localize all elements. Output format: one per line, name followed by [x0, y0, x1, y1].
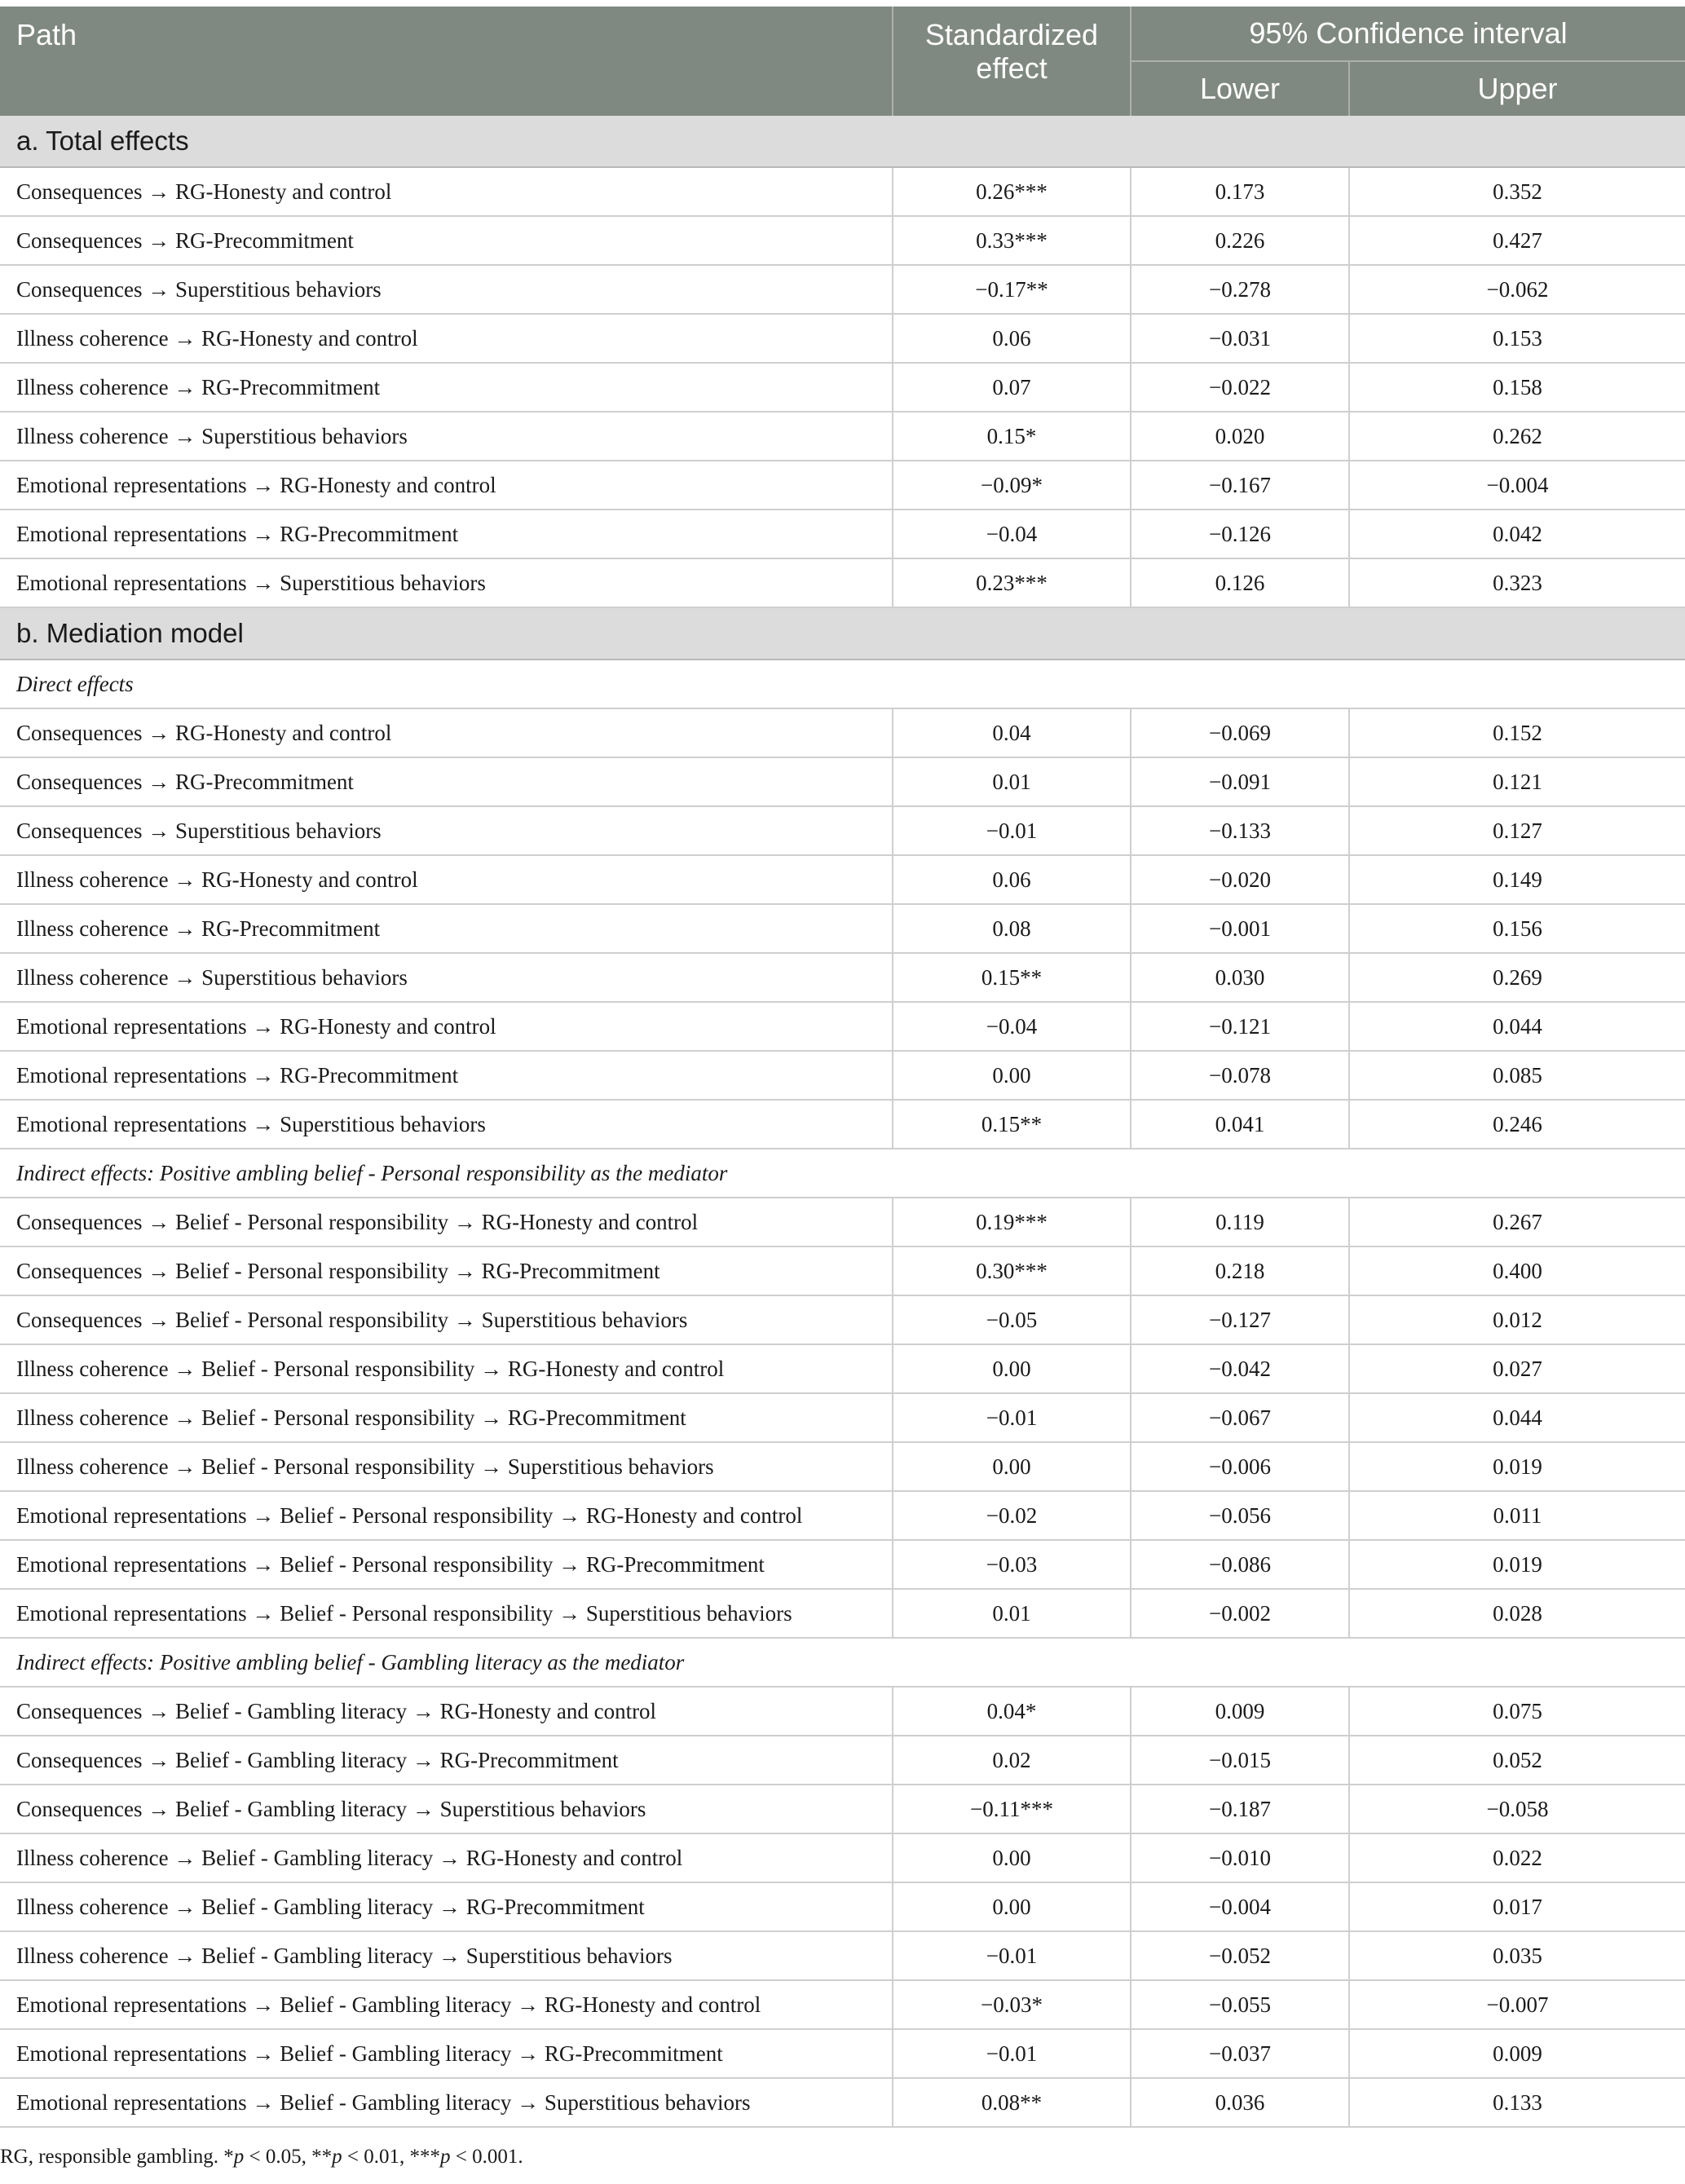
ci-upper-cell: 0.009: [1493, 2041, 1542, 2066]
ci-lower-cell: −0.004: [1131, 1883, 1350, 1930]
path-cell: Consequences → RG-Honesty and control: [0, 709, 893, 757]
ci-upper-cell: 0.035: [1493, 1943, 1542, 1968]
effect-cell: −0.01: [893, 1932, 1131, 1979]
table-row: [0, 266, 1685, 315]
path-cell: Illness coherence → Belief - Personal responsibility → Superstitious behaviors: [0, 1443, 893, 1490]
table-row: [0, 1003, 1685, 1052]
path-cell: Consequences → Superstitious behaviors: [0, 807, 893, 854]
table-row: [0, 2079, 1685, 2128]
effect-cell: −0.09*: [893, 461, 1131, 509]
effect-cell: −0.01: [893, 2030, 1131, 2077]
subheading-row: [0, 660, 1685, 709]
path-cell: Emotional representations → Belief - Gambling literacy → Superstitious behaviors: [0, 2079, 893, 2126]
ci-upper-cell: 0.022: [1493, 1845, 1542, 1870]
table-row: [0, 1932, 1685, 1981]
ci-upper-cell: 0.152: [1493, 720, 1542, 745]
effect-cell: 0.02: [893, 1736, 1131, 1784]
path-cell: Illness coherence → RG-Precommitment: [0, 364, 893, 411]
ci-lower-cell: 0.036: [1131, 2079, 1350, 2126]
ci-lower-cell: −0.091: [1131, 758, 1350, 805]
ci-upper-cell: 0.400: [1493, 1258, 1542, 1283]
header-confidence-interval: 95% Confidence interval: [1131, 7, 1685, 62]
ci-lower-cell: −0.126: [1131, 510, 1350, 558]
effect-cell: 0.06: [893, 856, 1131, 903]
effect-cell: 0.15**: [893, 954, 1131, 1001]
subheading-label: Indirect effects: Positive ambling belief - Personal responsibility as the mediator: [16, 1160, 728, 1185]
table-row: [0, 1785, 1685, 1834]
ci-lower-cell: −0.010: [1131, 1834, 1350, 1882]
path-cell: Consequences → Belief - Personal responsibility → RG-Honesty and control: [0, 1198, 893, 1246]
effect-cell: 0.15**: [893, 1101, 1131, 1148]
effect-cell: 0.00: [893, 1883, 1131, 1930]
ci-lower-cell: −0.042: [1131, 1345, 1350, 1392]
table-row: [0, 1198, 1685, 1247]
effect-cell: −0.05: [893, 1296, 1131, 1343]
ci-lower-cell: −0.001: [1131, 905, 1350, 952]
path-cell: Consequences → RG-Precommitment: [0, 758, 893, 805]
header-path: Path: [0, 7, 893, 116]
path-cell: Illness coherence → Belief - Gambling literacy → RG-Honesty and control: [0, 1834, 893, 1882]
ci-lower-cell: −0.052: [1131, 1932, 1350, 1979]
table-row: [0, 1345, 1685, 1394]
ci-upper-cell: −0.007: [1486, 1992, 1549, 2017]
ci-lower-cell: 0.226: [1131, 217, 1350, 264]
table-row: [0, 413, 1685, 461]
effect-cell: 0.01: [893, 1590, 1131, 1637]
ci-upper-cell: −0.004: [1486, 472, 1549, 497]
path-cell: Consequences → RG-Honesty and control: [0, 168, 893, 215]
effect-cell: −0.11***: [893, 1785, 1131, 1833]
subheading-label: Direct effects: [16, 671, 134, 696]
ci-lower-cell: −0.278: [1131, 266, 1350, 313]
header-standardized-effect: Standardized effect: [893, 7, 1131, 116]
ci-lower-cell: −0.055: [1131, 1981, 1350, 2028]
ci-lower-cell: −0.121: [1131, 1003, 1350, 1050]
ci-upper-cell: 0.019: [1493, 1454, 1542, 1479]
path-cell: Illness coherence → RG-Precommitment: [0, 905, 893, 952]
effect-cell: −0.17**: [893, 266, 1131, 313]
effect-cell: 0.04*: [893, 1688, 1131, 1735]
path-cell: Illness coherence → Superstitious behaviors: [0, 413, 893, 460]
table-row: [0, 1541, 1685, 1590]
path-cell: Illness coherence → Belief - Gambling literacy → RG-Precommitment: [0, 1883, 893, 1930]
effect-cell: 0.23***: [893, 559, 1131, 607]
table-row: [0, 168, 1685, 217]
ci-lower-cell: 0.009: [1131, 1688, 1350, 1735]
effect-cell: 0.08: [893, 905, 1131, 952]
table-row: [0, 954, 1685, 1003]
ci-upper-cell: 0.133: [1493, 2089, 1542, 2115]
table-row: [0, 1688, 1685, 1736]
ci-upper-cell: 0.075: [1493, 1698, 1542, 1723]
header-upper: Upper: [1477, 72, 1558, 105]
effect-cell: 0.08**: [893, 2079, 1131, 2126]
ci-lower-cell: 0.126: [1131, 559, 1350, 607]
path-cell: Consequences → Superstitious behaviors: [0, 266, 893, 313]
ci-lower-cell: −0.037: [1131, 2030, 1350, 2077]
ci-lower-cell: −0.127: [1131, 1296, 1350, 1343]
path-cell: Emotional representations → Belief - Gambling literacy → RG-Precommitment: [0, 2030, 893, 2077]
ci-lower-cell: −0.133: [1131, 807, 1350, 854]
ci-upper-cell: 0.427: [1493, 227, 1542, 253]
ci-upper-cell: 0.011: [1493, 1502, 1542, 1528]
path-cell: Emotional representations → Belief - Personal responsibility → RG-Precommitment: [0, 1541, 893, 1588]
path-cell: Illness coherence → Belief - Gambling literacy → Superstitious behaviors: [0, 1932, 893, 1979]
ci-upper-cell: 0.267: [1493, 1209, 1542, 1234]
ci-upper-cell: 0.158: [1493, 374, 1542, 399]
ci-upper-cell: −0.058: [1486, 1796, 1549, 1821]
ci-lower-cell: 0.030: [1131, 954, 1350, 1001]
section-header: [0, 116, 1685, 168]
ci-upper-cell: 0.269: [1493, 964, 1542, 990]
ci-lower-cell: 0.119: [1131, 1198, 1350, 1246]
path-cell: Emotional representations → Belief - Personal responsibility → RG-Honesty and control: [0, 1492, 893, 1539]
path-cell: Emotional representations → RG-Precommitment: [0, 1052, 893, 1099]
ci-upper-cell: 0.044: [1493, 1013, 1542, 1039]
table-row: [0, 461, 1685, 510]
ci-upper-cell: 0.246: [1493, 1111, 1542, 1136]
ci-lower-cell: 0.020: [1131, 413, 1350, 460]
table-row: [0, 1443, 1685, 1492]
table-row: [0, 1883, 1685, 1932]
path-cell: Consequences → Belief - Personal responsibility → RG-Precommitment: [0, 1247, 893, 1295]
path-cell: Illness coherence → Superstitious behaviors: [0, 954, 893, 1001]
ci-upper-cell: 0.149: [1493, 867, 1542, 892]
table-row: [0, 709, 1685, 758]
ci-upper-cell: 0.044: [1493, 1405, 1542, 1430]
ci-lower-cell: −0.078: [1131, 1052, 1350, 1099]
table-row: [0, 364, 1685, 413]
ci-upper-cell: 0.127: [1493, 818, 1542, 843]
header-lower: Lower: [1131, 62, 1350, 116]
section-label: b. Mediation model: [16, 618, 244, 648]
ci-lower-cell: −0.067: [1131, 1394, 1350, 1441]
ci-lower-cell: −0.015: [1131, 1736, 1350, 1784]
table-row: [0, 217, 1685, 266]
table-row: [0, 510, 1685, 559]
ci-lower-cell: 0.218: [1131, 1247, 1350, 1295]
effect-cell: 0.04: [893, 709, 1131, 757]
path-cell: Consequences → Belief - Gambling literacy → RG-Precommitment: [0, 1736, 893, 1784]
table-row: [0, 758, 1685, 807]
effect-cell: 0.19***: [893, 1198, 1131, 1246]
ci-lower-cell: −0.002: [1131, 1590, 1350, 1637]
effect-cell: −0.04: [893, 1003, 1131, 1050]
ci-lower-cell: −0.006: [1131, 1443, 1350, 1490]
ci-upper-cell: −0.062: [1486, 276, 1549, 302]
section-label: a. Total effects: [16, 126, 189, 156]
path-cell: Emotional representations → RG-Precommitment: [0, 510, 893, 558]
table-row: [0, 905, 1685, 954]
ci-lower-cell: −0.086: [1131, 1541, 1350, 1588]
path-cell: Emotional representations → Belief - Gambling literacy → RG-Honesty and control: [0, 1981, 893, 2028]
ci-upper-cell: 0.121: [1493, 769, 1542, 794]
effect-cell: 0.00: [893, 1345, 1131, 1392]
effect-cell: 0.00: [893, 1834, 1131, 1882]
table-row: [0, 1101, 1685, 1149]
path-cell: Illness coherence → Belief - Personal responsibility → RG-Honesty and control: [0, 1345, 893, 1392]
path-cell: Emotional representations → Superstitious behaviors: [0, 1101, 893, 1148]
ci-upper-cell: 0.262: [1493, 423, 1542, 448]
ci-upper-cell: 0.019: [1493, 1551, 1542, 1577]
effect-cell: 0.15*: [893, 413, 1131, 460]
effect-cell: 0.00: [893, 1052, 1131, 1099]
effect-cell: −0.04: [893, 510, 1131, 558]
effect-cell: −0.03: [893, 1541, 1131, 1588]
table-footnote: RG, responsible gambling. *p < 0.05, **p < 0.01, ***p < 0.001.: [0, 2146, 523, 2168]
effect-cell: 0.26***: [893, 168, 1131, 215]
path-cell: Consequences → Belief - Gambling literacy → Superstitious behaviors: [0, 1785, 893, 1833]
ci-upper-cell: 0.052: [1493, 1747, 1542, 1772]
path-cell: Illness coherence → RG-Honesty and control: [0, 856, 893, 903]
ci-lower-cell: 0.041: [1131, 1101, 1350, 1148]
ci-upper-cell: 0.028: [1493, 1600, 1542, 1626]
table-row: [0, 1296, 1685, 1345]
path-cell: Emotional representations → RG-Honesty and control: [0, 461, 893, 509]
ci-lower-cell: −0.020: [1131, 856, 1350, 903]
table-row: [0, 1394, 1685, 1443]
ci-upper-cell: 0.352: [1493, 179, 1542, 204]
ci-upper-cell: 0.323: [1493, 570, 1542, 595]
ci-upper-cell: 0.153: [1493, 325, 1542, 351]
effect-cell: −0.02: [893, 1492, 1131, 1539]
table-row: [0, 559, 1685, 608]
ci-lower-cell: −0.187: [1131, 1785, 1350, 1833]
path-cell: Emotional representations → Belief - Personal responsibility → Superstitious behaviors: [0, 1590, 893, 1637]
path-cell: Emotional representations → Superstitious behaviors: [0, 559, 893, 607]
ci-lower-cell: 0.173: [1131, 168, 1350, 215]
subheading-label: Indirect effects: Positive ambling belief - Gambling literacy as the mediator: [16, 1649, 685, 1674]
table-row: [0, 2030, 1685, 2079]
effect-cell: 0.33***: [893, 217, 1131, 264]
table-row: [0, 1492, 1685, 1541]
table-row: [0, 315, 1685, 364]
table-row: [0, 1736, 1685, 1785]
table-row: [0, 807, 1685, 856]
effect-cell: −0.01: [893, 1394, 1131, 1441]
effect-cell: 0.06: [893, 315, 1131, 362]
table-row: [0, 1981, 1685, 2030]
ci-lower-cell: −0.031: [1131, 315, 1350, 362]
ci-lower-cell: −0.056: [1131, 1492, 1350, 1539]
table-row: [0, 856, 1685, 905]
table-row: [0, 1590, 1685, 1639]
table-row: [0, 1247, 1685, 1296]
ci-upper-cell: 0.017: [1493, 1894, 1542, 1919]
section-header: [0, 608, 1685, 660]
effect-cell: 0.00: [893, 1443, 1131, 1490]
path-cell: Consequences → RG-Precommitment: [0, 217, 893, 264]
ci-upper-cell: 0.012: [1493, 1307, 1542, 1332]
subheading-row: [0, 1639, 1685, 1688]
ci-upper-cell: 0.042: [1493, 521, 1542, 546]
ci-upper-cell: 0.085: [1493, 1062, 1542, 1088]
ci-lower-cell: −0.022: [1131, 364, 1350, 411]
path-cell: Illness coherence → RG-Honesty and control: [0, 315, 893, 362]
ci-lower-cell: −0.069: [1131, 709, 1350, 757]
table-header: [0, 7, 1685, 116]
effect-cell: −0.03*: [893, 1981, 1131, 2028]
effect-cell: 0.30***: [893, 1247, 1131, 1295]
effect-cell: −0.01: [893, 807, 1131, 854]
path-cell: Emotional representations → RG-Honesty and control: [0, 1003, 893, 1050]
ci-lower-cell: −0.167: [1131, 461, 1350, 509]
ci-upper-cell: 0.027: [1493, 1356, 1542, 1381]
table-row: [0, 1834, 1685, 1883]
table-row: [0, 1052, 1685, 1101]
subheading-row: [0, 1149, 1685, 1198]
effect-cell: 0.01: [893, 758, 1131, 805]
ci-upper-cell: 0.156: [1493, 916, 1542, 941]
path-cell: Consequences → Belief - Personal responsibility → Superstitious behaviors: [0, 1296, 893, 1343]
effect-cell: 0.07: [893, 364, 1131, 411]
path-cell: Consequences → Belief - Gambling literacy → RG-Honesty and control: [0, 1688, 893, 1735]
path-cell: Illness coherence → Belief - Personal responsibility → RG-Precommitment: [0, 1394, 893, 1441]
